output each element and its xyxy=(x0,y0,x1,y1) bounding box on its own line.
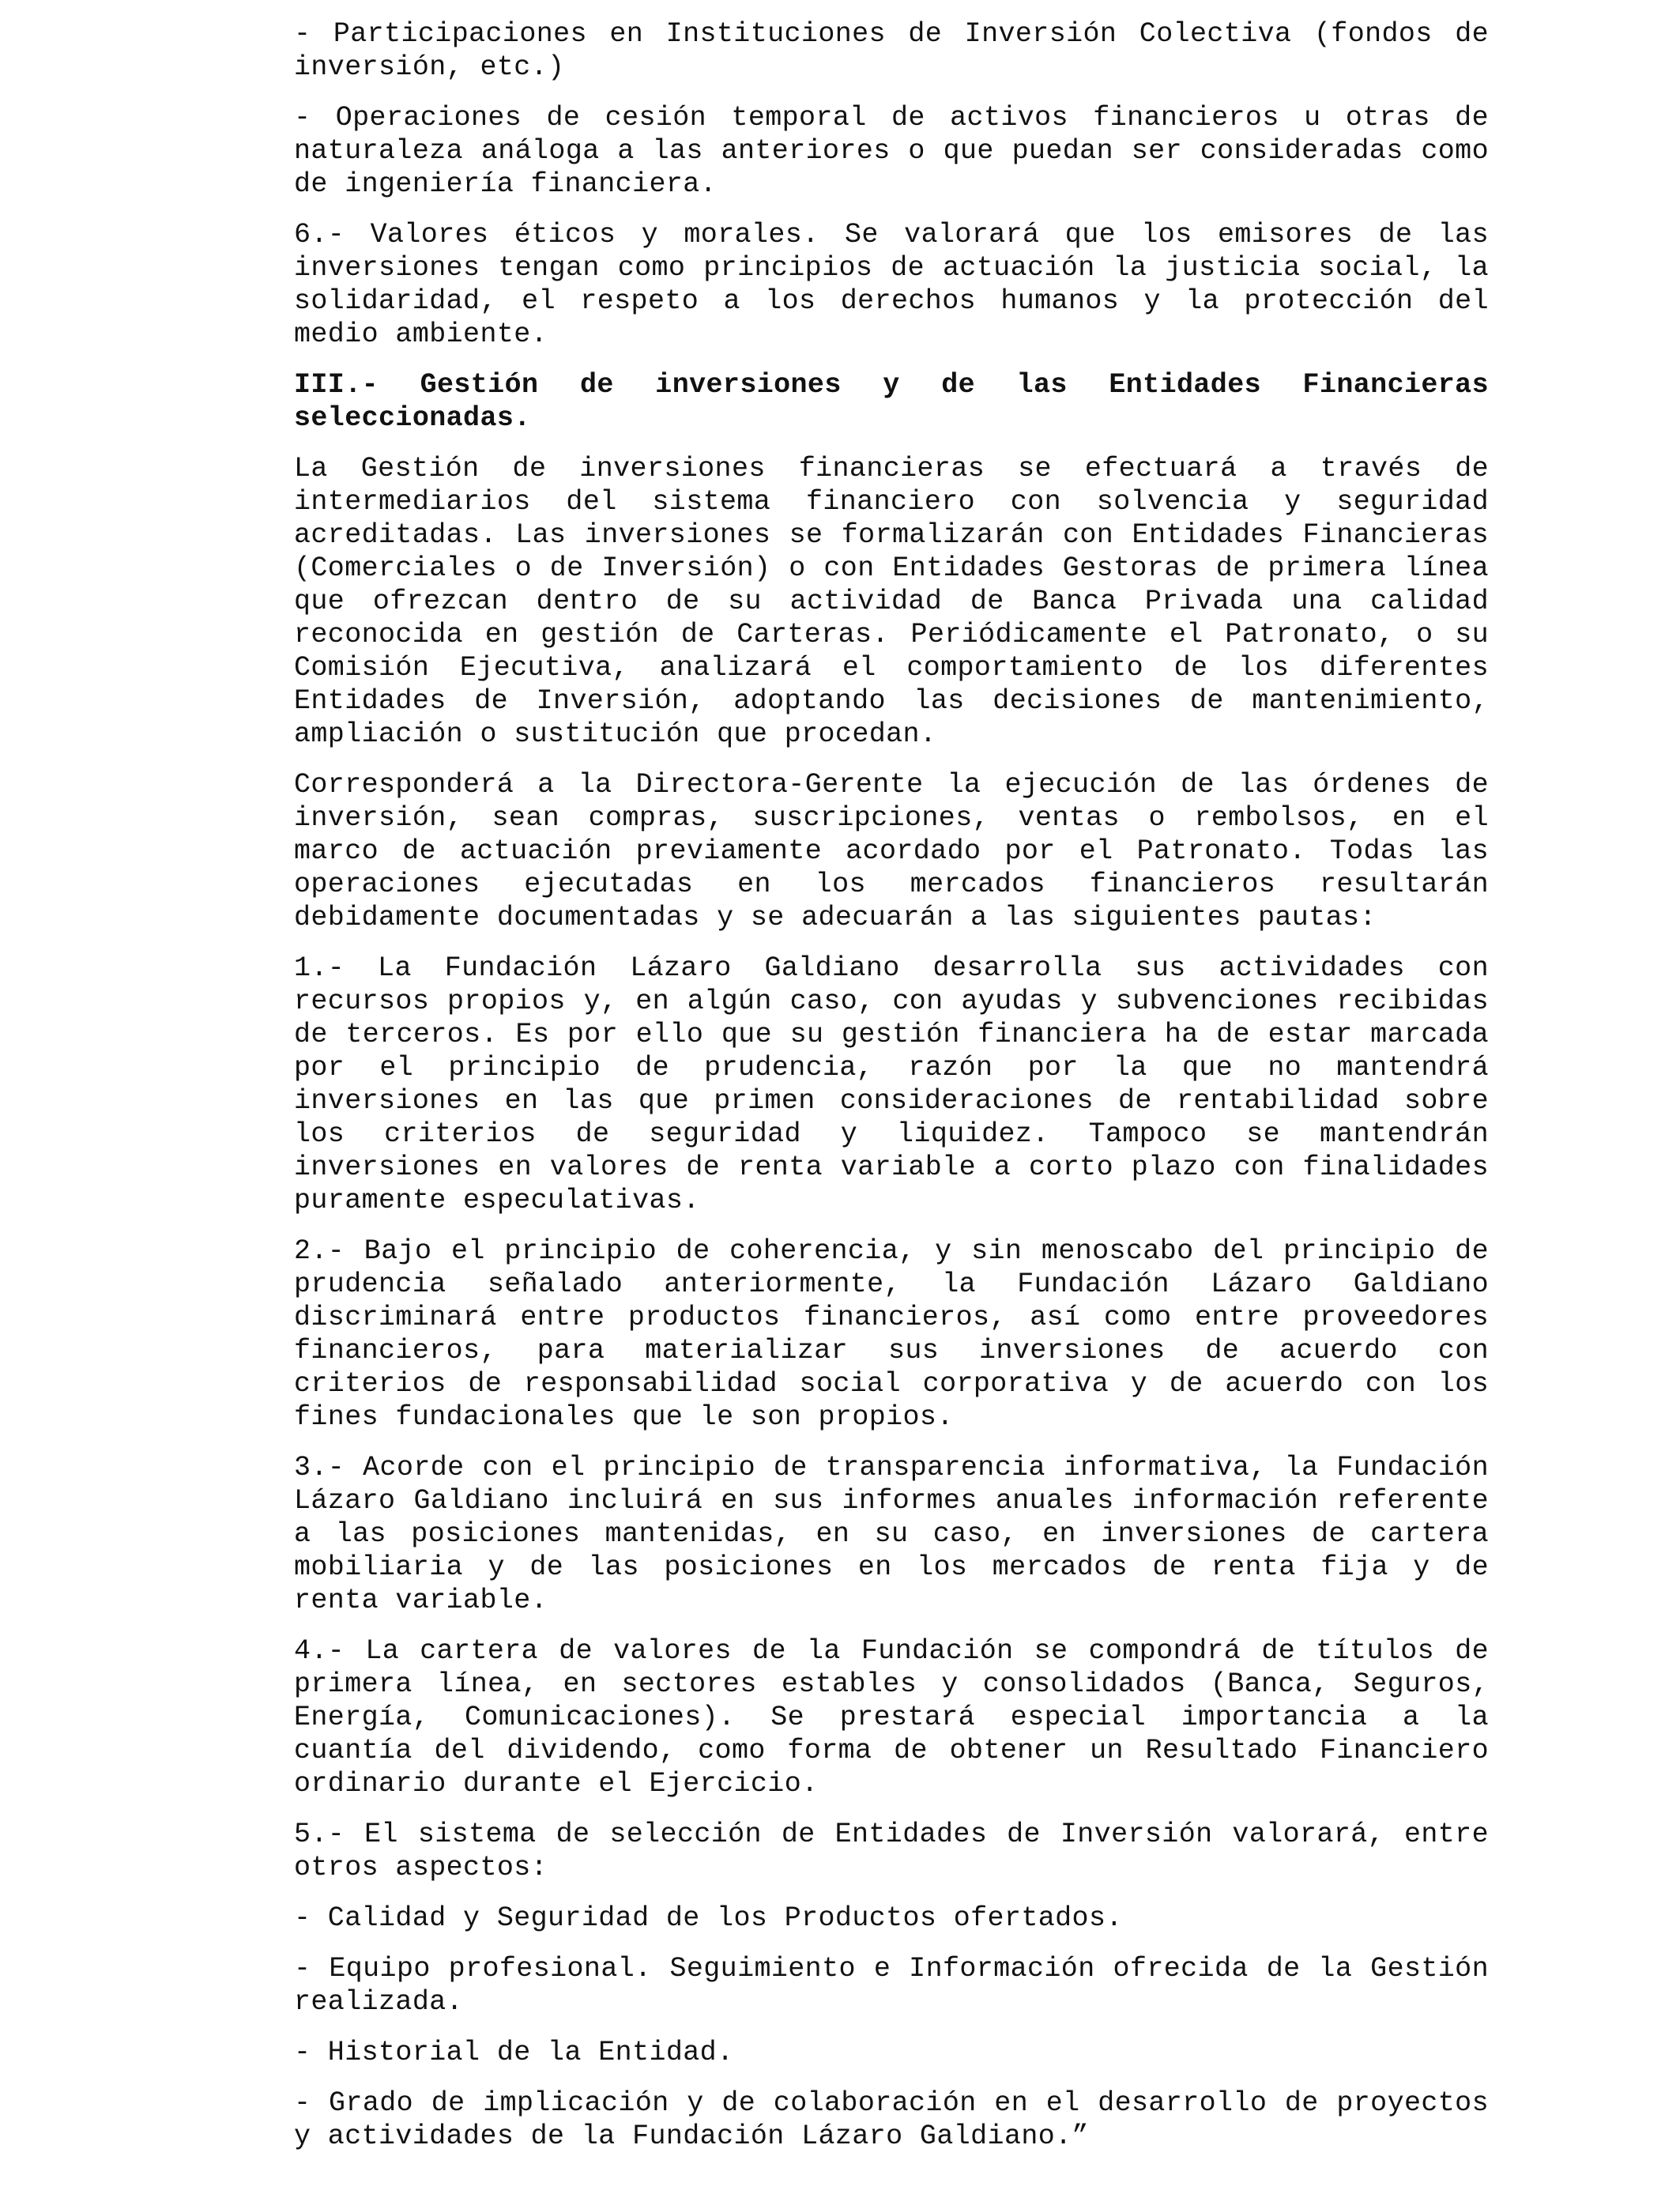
bullet-historial-entidad: - Historial de la Entidad. xyxy=(294,2037,734,2068)
bullet-grado-implicacion: - Grado de implicación y de colaboración en el desarrollo de proyectos y actividades de la Fundación Lázaro Galdiano.” xyxy=(294,2087,1489,2152)
bullet-calidad-seguridad: - Calidad y Seguridad de los Productos ofertados. xyxy=(294,1902,1123,1934)
bullet-participaciones: - Participaciones en Instituciones de Inversión Colectiva (fondos de inversión, etc.) xyxy=(294,18,1489,83)
paragraph-directora-gerente: Corresponderá a la Directora-Gerente la ejecución de las órdenes de inversión, sean compras, suscripciones, ventas o rembolsos, en el marco de actuación previamente acordado por el Patronato. Todas las operaciones ejecutadas en los mercados financieros resultarán debidamente documentadas y se adecuarán a las siguientes pautas: xyxy=(294,769,1489,933)
section-heading-iii: III.- Gestión de inversiones y de las Entidades Financieras seleccionadas. xyxy=(294,369,1489,434)
item-5-seleccion-entidades: 5.- El sistema de selección de Entidades de Inversión valorará, entre otros aspectos: xyxy=(294,1819,1489,1883)
paragraph-gestion-inversiones: La Gestión de inversiones financieras se efectuará a través de intermediarios del sistema financiero con solvencia y seguridad acreditadas. Las inversiones se formalizarán con Entidades Financieras (Comerciales o de Inversión) o con Entidades Gestoras de primera línea que ofrezcan dentro de su actividad de Banca Privada una calidad reconocida en gestión de Carteras. Periódicamente el Patronato, o su Comisión Ejecutiva, analizará el comportamiento de los diferentes Entidades de Inversión, adoptando las decisiones de mantenimiento, ampliación o sustitución que procedan. xyxy=(294,453,1489,750)
document-page xyxy=(294,17,1489,2170)
item-6-valores-eticos: 6.- Valores éticos y morales. Se valorará que los emisores de las inversiones tengan como principios de actuación la justicia social, la solidaridad, el respeto a los derechos humanos y la protección del medio ambiente. xyxy=(294,219,1489,350)
item-3-transparencia: 3.- Acorde con el principio de transparencia informativa, la Fundación Lázaro Galdiano incluirá en sus informes anuales información referente a las posiciones mantenidas, en su caso, en inversiones de cartera mobiliaria y de las posiciones en los mercados de renta fija y de renta variable. xyxy=(294,1452,1489,1616)
item-4-cartera-valores: 4.- La cartera de valores de la Fundación se compondrá de títulos de primera línea, en sectores estables y consolidados (Banca, Seguros, Energía, Comunicaciones). Se prestará especial importancia a la cuantía del dividendo, como forma de obtener un Resultado Financiero ordinario durante el Ejercicio. xyxy=(294,1635,1489,1800)
bullet-cesion-temporal: - Operaciones de cesión temporal de activos financieros u otras de naturaleza análoga a las anteriores o que puedan ser consideradas como de ingeniería financiera. xyxy=(294,102,1489,200)
bullet-equipo-profesional: - Equipo profesional. Seguimiento e Información ofrecida de la Gestión realizada. xyxy=(294,1953,1489,2018)
item-1-prudencia: 1.- La Fundación Lázaro Galdiano desarrolla sus actividades con recursos propios y, en algún caso, con ayudas y subvenciones recibidas de terceros. Es por ello que su gestión financiera ha de estar marcada por el principio de prudencia, razón por la que no mantendrá inversiones en las que primen consideraciones de rentabilidad sobre los criterios de seguridad y liquidez. Tampoco se mantendrán inversiones en valores de renta variable a corto plazo con finalidades puramente especulativas. xyxy=(294,952,1489,1216)
item-2-coherencia: 2.- Bajo el principio de coherencia, y sin menoscabo del principio de prudencia señalado anteriormente, la Fundación Lázaro Galdiano discriminará entre productos financieros, así como entre proveedores financieros, para materializar sus inversiones de acuerdo con criterios de responsabilidad social corporativa y de acuerdo con los fines fundacionales que le son propios. xyxy=(294,1235,1489,1433)
